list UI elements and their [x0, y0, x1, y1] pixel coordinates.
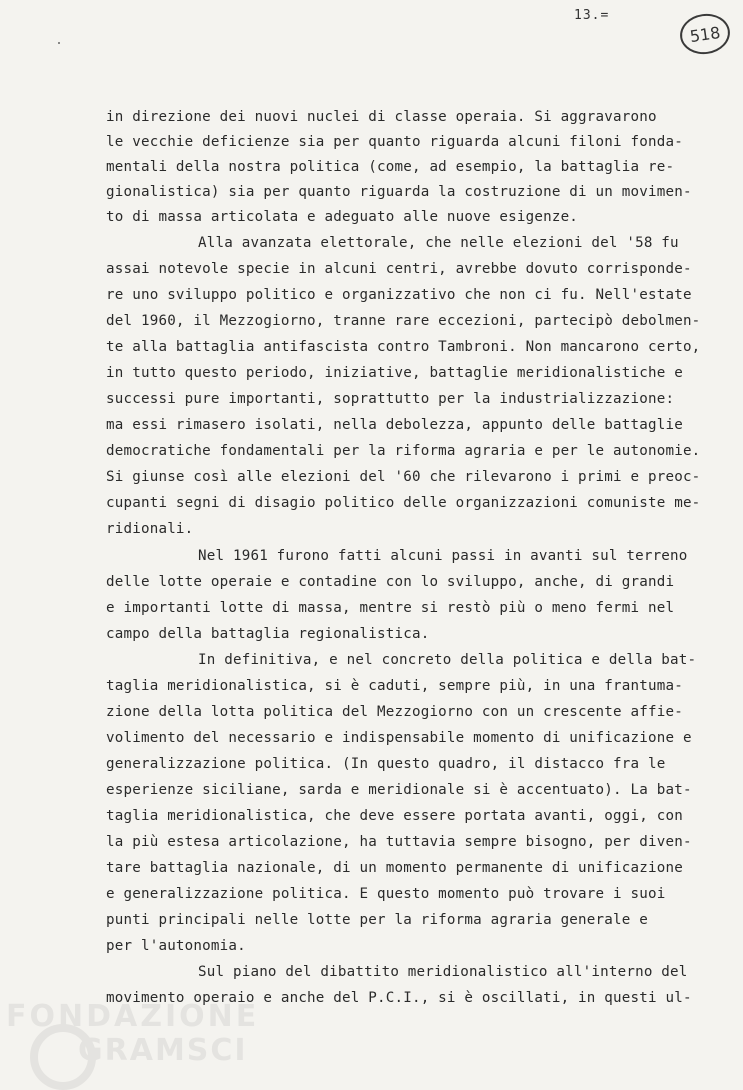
- text-line: per l'autonomia.: [106, 938, 246, 954]
- text-line: ridionali.: [106, 521, 194, 537]
- watermark-line1: FONDAZIONE: [6, 999, 260, 1034]
- text-line: tare battaglia nazionale, di un momento permanente di unificazione: [106, 860, 683, 876]
- text-line: volimento del necessario e indispensabile momento di unificazione e: [106, 730, 692, 746]
- text-line: generalizzazione politica. (In questo quadro, il distacco fra le: [106, 756, 666, 772]
- text-line: to di massa articolata e adeguato alle nuove esigenze.: [106, 209, 579, 225]
- text-line: Nel 1961 furono fatti alcuni passi in avanti sul terreno: [198, 548, 688, 564]
- text-line: le vecchie deficienze sia per quanto riguarda alcuni filoni fonda-: [106, 134, 683, 150]
- text-line: campo della battaglia regionalistica.: [106, 626, 430, 642]
- text-line: cupanti segni di disagio politico delle organizzazioni comuniste me-: [106, 495, 701, 511]
- text-line: Si giunse così alle elezioni del '60 che rilevarono i primi e preoc-: [106, 469, 701, 485]
- text-line: democratiche fondamentali per la riforma agraria e per le autonomie.: [106, 443, 701, 459]
- text-line: ma essi rimasero isolati, nella debolezza, appunto delle battaglie: [106, 417, 683, 433]
- text-line: la più estesa articolazione, ha tuttavia sempre bisogno, per diven-: [106, 834, 692, 850]
- text-line: taglia meridionalistica, si è caduti, sempre più, in una frantuma-: [106, 678, 683, 694]
- text-line: taglia meridionalistica, che deve essere portata avanti, oggi, con: [106, 808, 683, 824]
- text-line: Alla avanzata elettorale, che nelle elezioni del '58 fu: [198, 235, 679, 251]
- text-line: te alla battaglia antifascista contro Tambroni. Non mancarono certo,: [106, 339, 701, 355]
- text-line: assai notevole specie in alcuni centri, avrebbe dovuto corrisponde-: [106, 261, 692, 277]
- text-line: e importanti lotte di massa, mentre si restò più o meno fermi nel: [106, 600, 675, 616]
- text-line: in direzione dei nuovi nuclei di classe operaia. Si aggravarono: [106, 109, 657, 125]
- watermark-line2: GRAMSCI: [78, 1033, 248, 1068]
- text-line: in tutto questo periodo, iniziative, battaglie meridionalistiche e: [106, 365, 683, 381]
- text-line: e generalizzazione politica. E questo momento può trovare i suoi: [106, 886, 666, 902]
- page-number: 13.=: [574, 8, 610, 23]
- archive-number: 518: [688, 22, 722, 46]
- watermark-logo: [6, 999, 260, 1080]
- text-line: In definitiva, e nel concreto della politica e della bat-: [198, 652, 697, 668]
- text-line: gionalistica) sia per quanto riguarda la costruzione di un movimen-: [106, 184, 692, 200]
- text-line: zione della lotta politica del Mezzogiorno con un crescente affie-: [106, 704, 683, 720]
- text-line: re uno sviluppo politico e organizzativo che non ci fu. Nell'estate: [106, 287, 692, 303]
- text-line: punti principali nelle lotte per la riforma agraria generale e: [106, 912, 648, 928]
- text-line: delle lotte operaie e contadine con lo sviluppo, anche, di grandi: [106, 574, 675, 590]
- text-line: esperienze siciliane, sarda e meridionale si è accentuato). La bat-: [106, 782, 692, 798]
- text-line: mentali della nostra politica (come, ad esempio, la battaglia re-: [106, 159, 675, 175]
- text-line: successi pure importanti, soprattutto per la industrializzazione:: [106, 391, 675, 407]
- text-line: Sul piano del dibattito meridionalistico all'interno del: [198, 964, 688, 980]
- text-line: movimento operaio e anche del P.C.I., si è oscillati, in questi ul-: [106, 990, 692, 1006]
- text-line: del 1960, il Mezzogiorno, tranne rare eccezioni, partecipò debolmen-: [106, 313, 701, 329]
